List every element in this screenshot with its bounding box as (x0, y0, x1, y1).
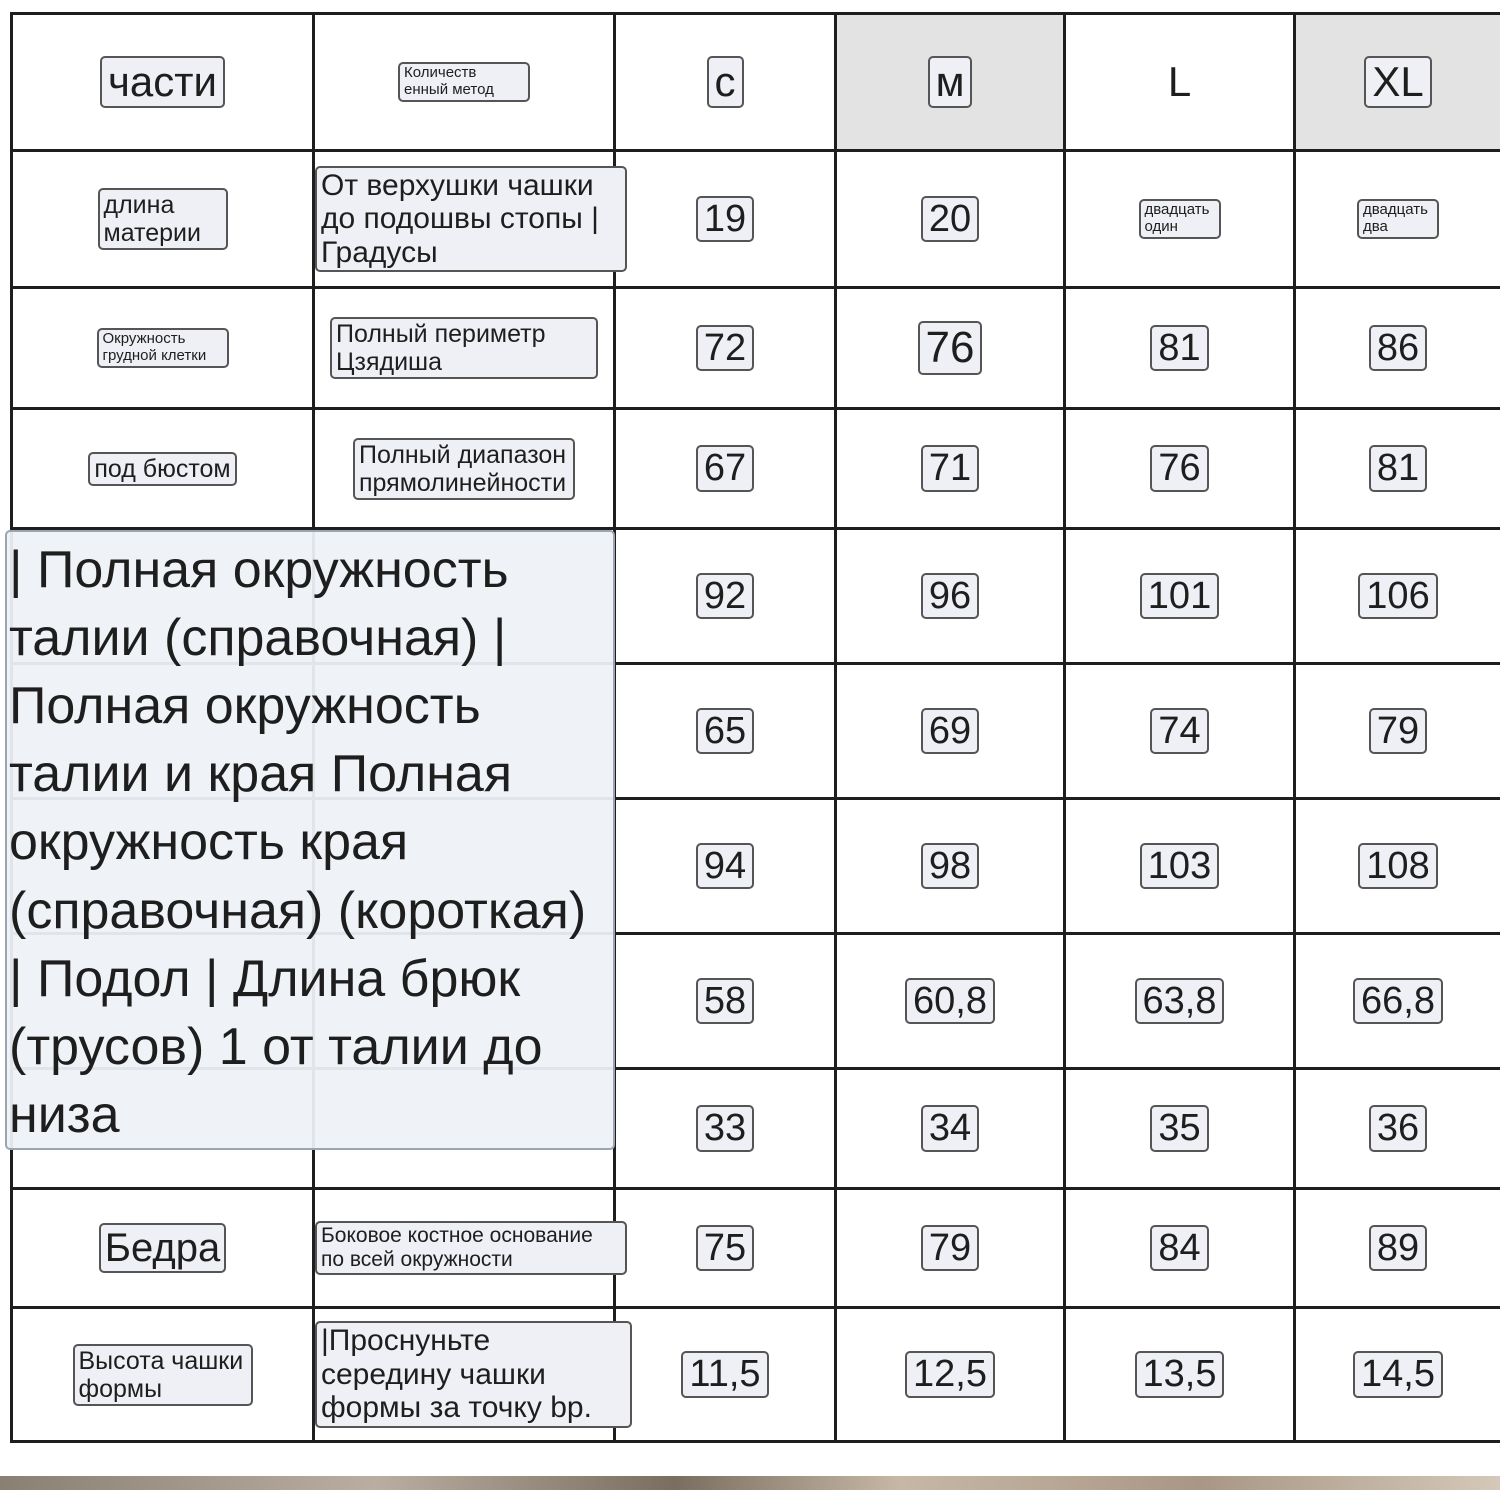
value-label: 69 (921, 708, 979, 755)
value-cell (615, 409, 836, 529)
value-label: 67 (696, 445, 754, 492)
header-size-cell (1065, 14, 1295, 151)
value-cell (836, 934, 1065, 1069)
value-label: 98 (921, 843, 979, 890)
header-size-label: м (928, 56, 973, 107)
value-cell (1295, 529, 1500, 664)
value-cell (615, 664, 836, 799)
method-label: Полный периметр Цзядиша (330, 317, 598, 379)
method-cell (314, 1189, 615, 1308)
table-row (12, 409, 1500, 529)
table-row (12, 288, 1500, 409)
part-label: Бедра (99, 1223, 226, 1274)
value-label: 20 (921, 196, 979, 243)
header-method-cell (314, 14, 615, 151)
translation-overlay: | Полная окружность талии (справочная) | Полная окружность талии и края Полная окружность края (справочная) (короткая) | Подол | Длина брюк (трусов) 1 от талии до низа (5, 530, 615, 1150)
method-cell (314, 151, 615, 288)
method-cell (314, 409, 615, 529)
value-label: 92 (696, 573, 754, 620)
table-row (12, 1189, 1500, 1308)
value-cell (1295, 1069, 1500, 1189)
value-cell (1295, 409, 1500, 529)
value-cell (615, 1069, 836, 1189)
table-row (12, 151, 1500, 288)
value-cell (1065, 1189, 1295, 1308)
value-cell (836, 799, 1065, 934)
value-label: 33 (696, 1105, 754, 1152)
value-label: 13,5 (1135, 1351, 1225, 1398)
value-cell (1295, 799, 1500, 934)
value-label: 84 (1150, 1225, 1208, 1272)
value-label: 106 (1358, 573, 1437, 620)
value-cell (1065, 288, 1295, 409)
header-size-label: XL (1364, 56, 1431, 107)
value-cell (836, 151, 1065, 288)
header-part-cell (12, 14, 314, 151)
value-label: 79 (1369, 708, 1427, 755)
value-cell (1295, 1189, 1500, 1308)
value-cell (836, 529, 1065, 664)
header-size-cell (615, 14, 836, 151)
value-label: 19 (696, 196, 754, 243)
value-cell (615, 799, 836, 934)
value-cell (836, 1189, 1065, 1308)
header-size-cell (836, 14, 1065, 151)
photo-strip (0, 1476, 1500, 1490)
value-cell (615, 529, 836, 664)
method-label: Боковое костное основание по всей окружности (315, 1221, 627, 1274)
value-cell (836, 288, 1065, 409)
method-label: |Проснуньте середину чашки формы за точку bp. (315, 1321, 632, 1428)
header-size-cell (1295, 14, 1500, 151)
part-label: под бюстом (88, 452, 236, 486)
value-label: 11,5 (681, 1351, 768, 1398)
value-label: 103 (1140, 843, 1219, 890)
value-cell (1065, 529, 1295, 664)
value-cell (836, 664, 1065, 799)
value-cell (1065, 664, 1295, 799)
value-label: 76 (1150, 445, 1208, 492)
part-cell (12, 151, 314, 288)
part-label: Окружность грудной клетки (97, 328, 229, 368)
value-label: 65 (696, 708, 754, 755)
part-cell (12, 1189, 314, 1308)
value-cell (615, 1308, 836, 1442)
value-label: 14,5 (1353, 1351, 1443, 1398)
value-label: двадцать один (1139, 199, 1221, 239)
value-label: 71 (921, 445, 979, 492)
value-cell (1295, 288, 1500, 409)
value-label: 108 (1358, 843, 1437, 890)
value-label: 36 (1369, 1105, 1427, 1152)
value-label: 81 (1369, 445, 1427, 492)
value-cell (836, 1308, 1065, 1442)
header-method-label: Количеств енный метод (398, 62, 530, 102)
value-cell (1065, 1069, 1295, 1189)
value-cell (615, 1189, 836, 1308)
method-label: От верхушки чашки до подошвы стопы | Градусы (315, 166, 627, 273)
header-row (12, 14, 1500, 151)
part-label: длина материи (98, 188, 228, 250)
value-cell (836, 1069, 1065, 1189)
value-cell (1295, 934, 1500, 1069)
value-cell (615, 288, 836, 409)
table-row (12, 1308, 1500, 1442)
value-cell (1065, 1308, 1295, 1442)
value-label: 89 (1369, 1225, 1427, 1272)
part-cell (12, 1308, 314, 1442)
value-label: 74 (1150, 708, 1208, 755)
value-label: 34 (921, 1105, 979, 1152)
method-cell (314, 288, 615, 409)
value-label: 81 (1150, 325, 1208, 372)
value-label: 94 (696, 843, 754, 890)
part-cell (12, 288, 314, 409)
value-label: 101 (1140, 573, 1219, 620)
value-label: 72 (696, 325, 754, 372)
header-size-label: с (707, 56, 744, 107)
value-cell (1295, 1308, 1500, 1442)
header-size-label: L (1167, 58, 1192, 105)
value-label: 35 (1150, 1105, 1208, 1152)
value-label: 63,8 (1135, 978, 1225, 1025)
value-cell (1065, 151, 1295, 288)
value-cell (1295, 664, 1500, 799)
value-label: 86 (1369, 325, 1427, 372)
value-cell (1065, 934, 1295, 1069)
method-label: Полный диапазон прямолинейности (353, 438, 575, 500)
value-cell (615, 151, 836, 288)
value-label: 12,5 (905, 1351, 995, 1398)
part-cell (12, 409, 314, 529)
header-part-label: части (100, 56, 225, 107)
value-label: 60,8 (905, 978, 995, 1025)
value-label: 96 (921, 573, 979, 620)
value-label: 66,8 (1353, 978, 1443, 1025)
part-label: Высота чашки формы (73, 1344, 253, 1406)
value-cell (1295, 151, 1500, 288)
value-label: 58 (696, 978, 754, 1025)
value-cell (1065, 799, 1295, 934)
value-label: 76 (918, 321, 983, 374)
method-cell (314, 1308, 615, 1442)
value-label: 75 (696, 1225, 754, 1272)
value-cell (615, 934, 836, 1069)
value-label: двадцать два (1357, 199, 1439, 239)
value-cell (836, 409, 1065, 529)
value-label: 79 (921, 1225, 979, 1272)
value-cell (1065, 409, 1295, 529)
